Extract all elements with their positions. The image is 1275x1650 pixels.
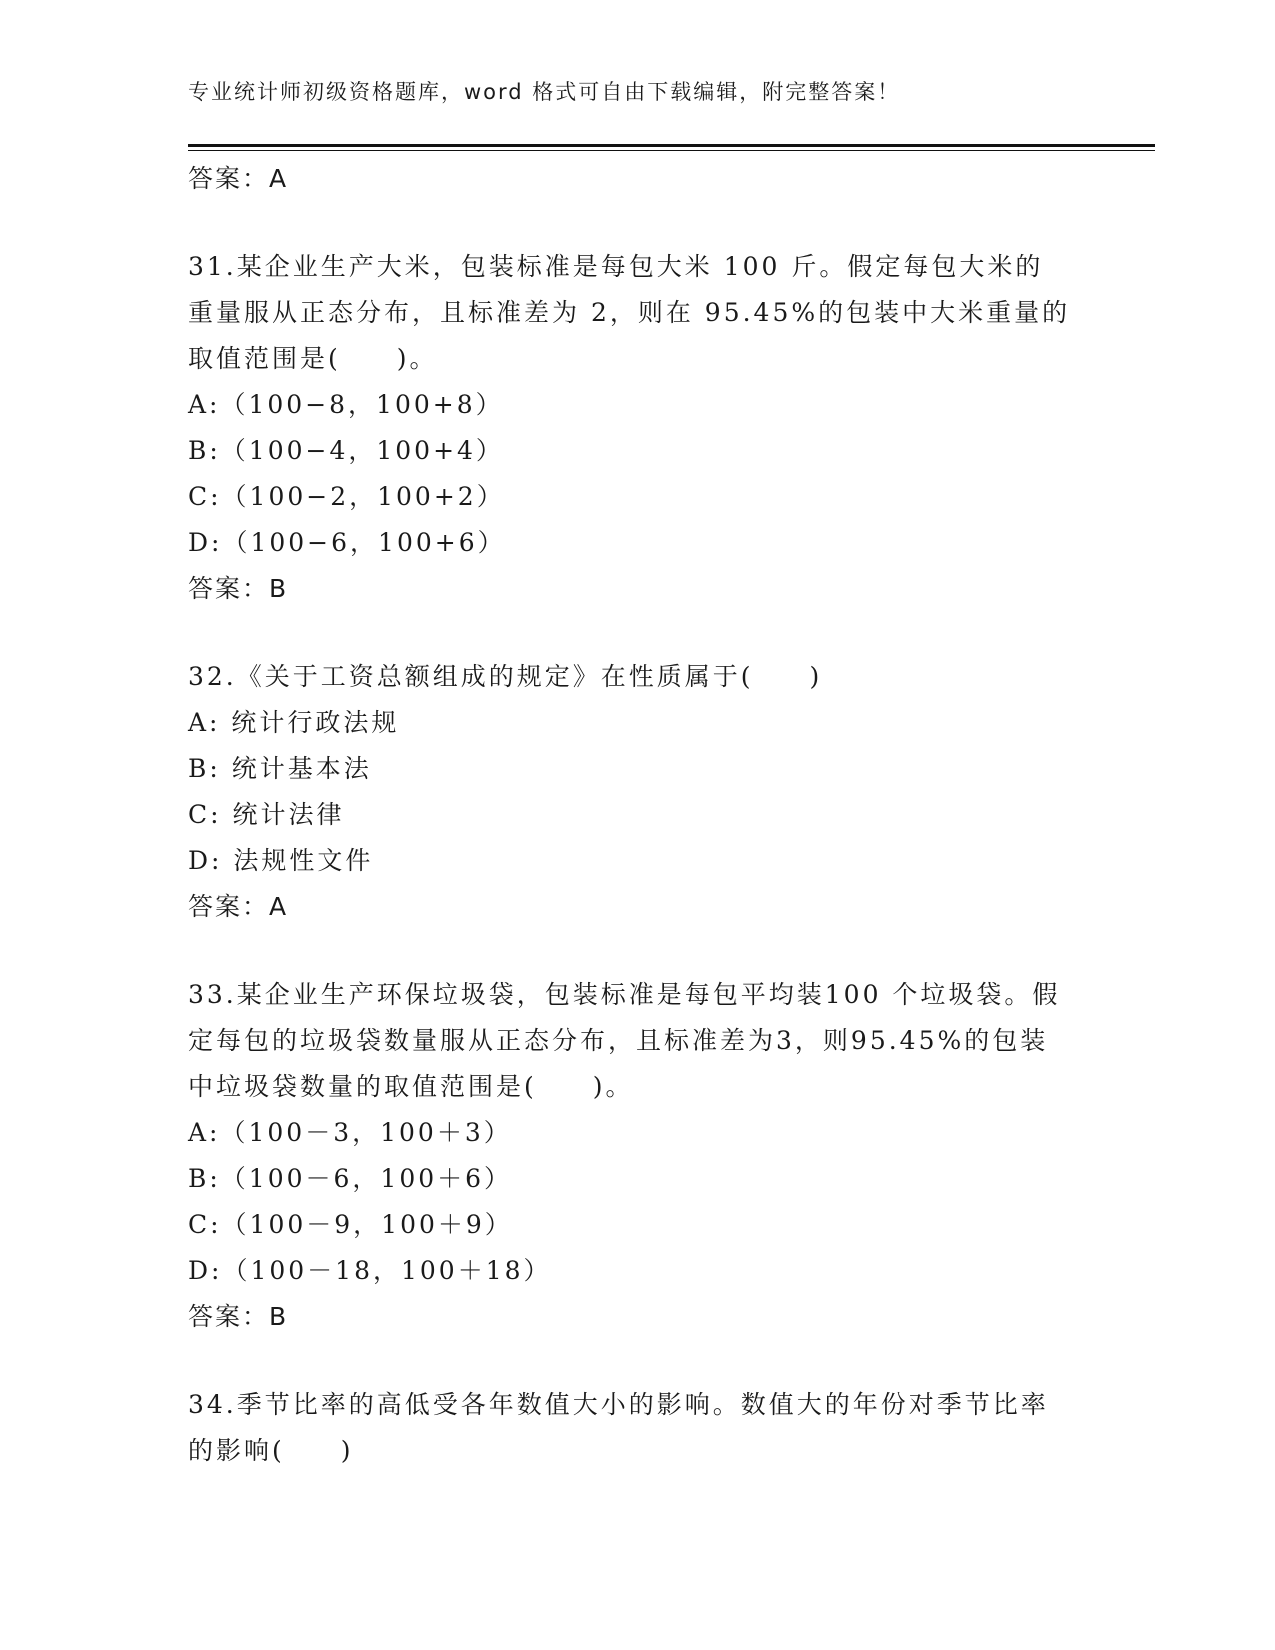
question-31 bbox=[188, 244, 1088, 612]
option-c: C:（100−2，100+2） bbox=[188, 482, 505, 511]
answer-32: 答案：A bbox=[188, 892, 289, 921]
option-d: D:（100－18，100＋18） bbox=[188, 1256, 552, 1285]
option-b: B:（100－6，100＋6） bbox=[188, 1164, 513, 1193]
answer-31: 答案：B bbox=[188, 574, 289, 603]
option-a: A: 统计行政法规 bbox=[188, 708, 400, 737]
question-text-line: 32.《关于工资总额组成的规定》在性质属于( ) bbox=[188, 662, 823, 691]
document-body bbox=[188, 156, 1088, 1474]
header-rule-thick bbox=[188, 144, 1155, 147]
option-b: B:（100−4，100+4） bbox=[188, 436, 504, 465]
question-text-line: 定每包的垃圾袋数量服从正态分布，且标准差为3，则95.45%的包装 bbox=[188, 1026, 1049, 1055]
question-text-line: 33.某企业生产环保垃圾袋，包装标准是每包平均装100 个垃圾袋。假 bbox=[188, 980, 1061, 1009]
option-d: D: 法规性文件 bbox=[188, 846, 374, 875]
option-c: C: 统计法律 bbox=[188, 800, 345, 829]
option-c: C:（100－9，100＋9） bbox=[188, 1210, 513, 1239]
option-b: B: 统计基本法 bbox=[188, 754, 372, 783]
question-text-line: 的影响( ) bbox=[188, 1436, 354, 1465]
answer-33: 答案：B bbox=[188, 1302, 289, 1331]
question-text-line: 31.某企业生产大米，包装标准是每包大米 100 斤。假定每包大米的 bbox=[188, 252, 1044, 281]
option-a: A:（100－3，100＋3） bbox=[188, 1118, 512, 1147]
question-text-line: 中垃圾袋数量的取值范围是( )。 bbox=[188, 1072, 634, 1101]
question-32 bbox=[188, 654, 1088, 930]
option-a: A:（100−8，100+8） bbox=[188, 390, 504, 419]
answer-previous: 答案：A bbox=[188, 164, 289, 193]
question-text-line: 取值范围是( )。 bbox=[188, 344, 438, 373]
question-33 bbox=[188, 972, 1088, 1340]
header-rule-thin bbox=[188, 150, 1155, 151]
page-header: 专业统计师初级资格题库，word 格式可自由下载编辑，附完整答案！ bbox=[188, 80, 901, 104]
option-d: D:（100−6，100+6） bbox=[188, 528, 506, 557]
question-34 bbox=[188, 1382, 1088, 1474]
question-text-line: 34.季节比率的高低受各年数值大小的影响。数值大的年份对季节比率 bbox=[188, 1390, 1049, 1419]
question-text-line: 重量服从正态分布，且标准差为 2，则在 95.45%的包装中大米重量的 bbox=[188, 298, 1071, 327]
